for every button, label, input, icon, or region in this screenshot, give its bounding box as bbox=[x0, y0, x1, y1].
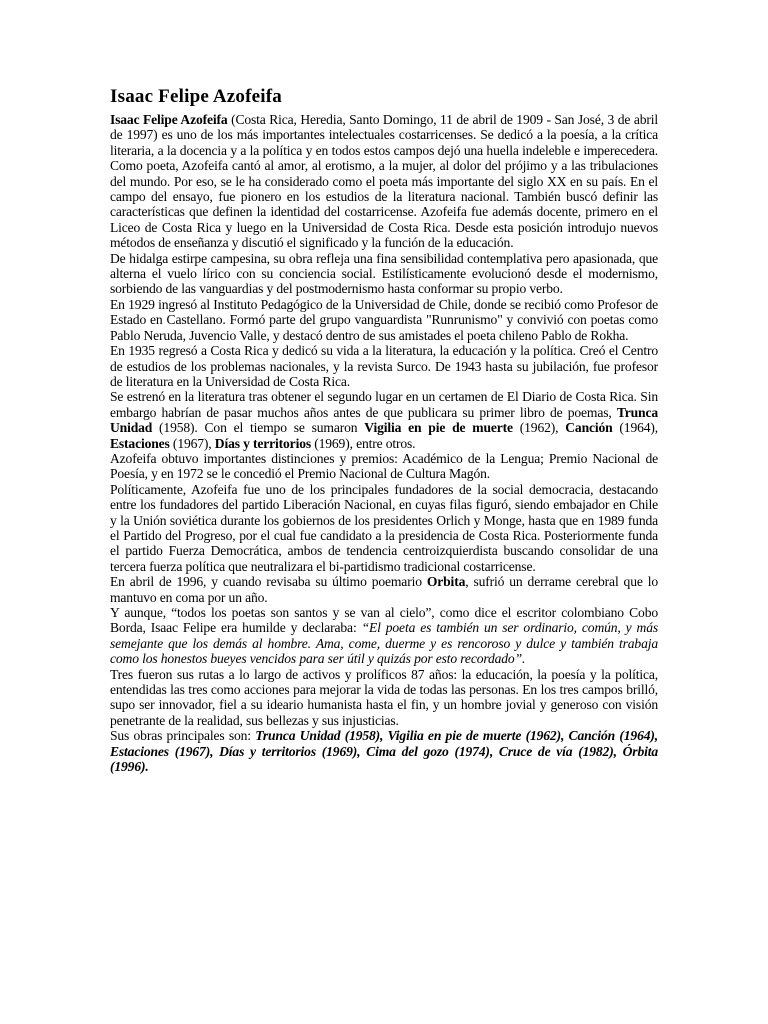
illness-text-2: , sufrió un derrame cerebral que lo mantuvo en coma por un año. bbox=[110, 574, 659, 605]
document-page bbox=[110, 86, 658, 774]
illness-text-1: En abril de 1996, y cuando revisaba su último poemario bbox=[110, 574, 427, 590]
main-works-list: Trunca Unidad (1958), Vigilia en pie de muerte (1962), Canción (1964), Estaciones (1967), Días y territorios (1969), Cima del gozo (1974), Cruce de vía (1982), Órbita (1996). bbox=[110, 728, 658, 775]
works-text-4: (1964), bbox=[612, 420, 659, 436]
main-works-intro: Sus obras principales son: bbox=[110, 728, 256, 744]
works-text-2: (1958). Con el tiempo se sumaron bbox=[152, 420, 365, 436]
paragraph-intro-text: (Costa Rica, Heredia, Santo Domingo, 11 de abril de 1909 - San José, 3 de abril de 1997) es uno de los más importantes intelectuales costarricenses. Se dedicó a la poesía, a la crítica literaria, a la docencia y a la política y en todos estos campos dejó una huella indeleble e imperecedera. Como poeta, Azofeifa cantó al amor, al erotismo, a la mujer, al dolor del prójimo y a las tribulaciones del mundo. Por eso, se le ha considerado como el poeta más importante del siglo XX en su país. En el campo del ensayo, fue pionero en los estudios de la literatura nacional. También buscó definir las características que definen la identidad del costarricense. Azofeifa fue además docente, primero en el Liceo de Costa Rica y luego en la Universidad de Costa Rica. Desde esta posición introdujo nuevos métodos de enseñanza y discutió el significado y la función de la educación. bbox=[110, 112, 658, 251]
quote-text: “El poeta es también un ser ordinario, común, y más semejante que los demás al hombre. Ama, come, duerme y es rencoroso y dulce y también trabaja como los honestos bueyes vencidos para ser útil y quizás por esto recordado”. bbox=[110, 620, 658, 667]
paragraph-quote bbox=[110, 605, 658, 667]
work-title: Vigilia en pie de muerte bbox=[364, 420, 513, 436]
paragraph-style: De hidalga estirpe campesina, su obra refleja una fina sensibilidad contemplativa pero apasionada, que alterna el vuelo lírico con su conciencia social. Estilísticamente evolucionó desde el modernismo, sorbiendo de las vanguardias y del postmodernismo hasta conformar su propio verbo. bbox=[110, 250, 658, 297]
subject-name: Isaac Felipe Azofeifa bbox=[110, 112, 228, 127]
paragraph-awards: Azofeifa obtuvo importantes distinciones y premios: Académico de la Lengua; Premio Nacional de Poesía, y en 1972 se le concedió el Premio Nacional de Cultura Magón. bbox=[110, 450, 658, 482]
work-title: Canción bbox=[565, 420, 613, 436]
paragraph-chile: En 1929 ingresó al Instituto Pedagógico de la Universidad de Chile, donde se recibió como Profesor de Estado en Castellano. Formó parte del grupo vanguardista "Runrunismo" y convivió con poetas como Pablo Neruda, Juvencio Valle, y destacó dentro de sus amistades el poeta chileno Pablo de Rokha. bbox=[110, 296, 658, 343]
paragraph-return: En 1935 regresó a Costa Rica y dedicó su vida a la literatura, la educación y la política. Creó el Centro de estudios de los problemas nacionales, y la revista Surco. De 1943 hasta su jubilación, fue profesor de literatura en la Universidad de Costa Rica. bbox=[110, 343, 658, 389]
works-text-6: (1969), entre otros. bbox=[310, 435, 416, 451]
paragraph-works bbox=[110, 389, 658, 451]
work-title: Trunca Unidad bbox=[110, 404, 658, 436]
paragraph-main-works bbox=[110, 728, 658, 774]
document-title: Isaac Felipe Azofeifa bbox=[110, 86, 282, 107]
paragraph-legacy: Tres fueron sus rutas a lo largo de activos y prolíficos 87 años: la educación, la poesía y la política, entendidas las tres como acciones para mejorar la vida de todas las personas. En los tres campos brilló, supo ser innovador, fiel a su ideario humanista hasta el fin, y un hombre jovial y generoso con visión penetrante de la realidad, sus bellezas y sus injusticias. bbox=[110, 666, 658, 728]
work-title: Días y territorios bbox=[214, 435, 311, 451]
works-text-5: (1967), bbox=[169, 435, 215, 451]
work-title: Estaciones bbox=[110, 435, 170, 451]
works-text-3: (1962), bbox=[512, 420, 566, 436]
work-title: Orbita bbox=[426, 574, 466, 590]
works-text-1: Se estrenó en la literatura tras obtener el segundo lugar en un certamen de El Diario de Costa Rica. Sin embargo habrían de pasar muchos años antes de que publicara su primer libro de poemas, bbox=[110, 389, 658, 420]
paragraph-politics: Políticamente, Azofeifa fue uno de los principales fundadores de la social democracia, destacando entre los fundadores del partido Liberación Nacional, en cuyas filas figuró, siendo embajador en Chile y la Unión soviética durante los gobiernos de los presidentes Orlich y Monge, hasta que en 1989 funda el Partido del Progreso, por el cual fue candidato a la presidencia de Costa Rica. Posteriormente funda el partido Fuerza Democrática, ambos de tendencia centroizquierdista buscando consolidar de una tercera fuerza política que neutralizara el bi-partidismo tradicional costarricense. bbox=[110, 481, 658, 574]
quote-intro: Y aunque, “todos los poetas son santos y se van al cielo”, como dice el escritor colombiano Cobo Borda, Isaac Felipe era humilde y declaraba: bbox=[110, 605, 658, 636]
paragraph-illness bbox=[110, 574, 658, 605]
paragraph-intro bbox=[110, 112, 658, 251]
